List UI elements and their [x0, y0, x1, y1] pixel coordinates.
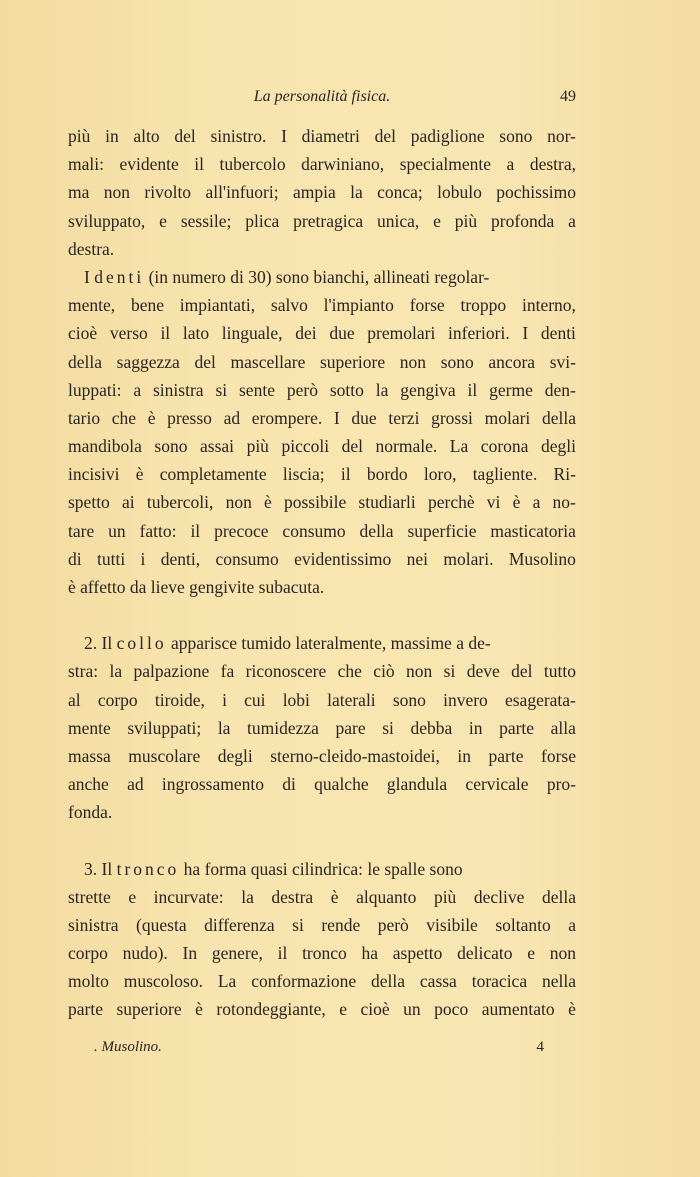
text-line: della saggezza del mascellare superiore non sono ancora svi-: [68, 351, 576, 372]
paragraph-trunk: [68, 855, 576, 1024]
text-line: corpo nudo). In genere, il tronco ha aspetto delicato e non: [68, 943, 576, 964]
page-number: 49: [560, 88, 576, 105]
section-gap: [68, 601, 576, 629]
running-title: La personalità fisica.: [253, 88, 391, 105]
text-line: di tutti i denti, consumo evidentissimo nei molari. Musolino: [68, 548, 576, 569]
text-line: massa muscolare degli sterno-cleido-mastoidei, in parte forse: [68, 745, 576, 766]
paragraph-neck: [68, 629, 576, 826]
text-line: 3. Il tronco ha forma quasi cilindrica: le spalle sono: [84, 858, 463, 879]
body-text: [68, 122, 576, 1024]
text-line: più in alto del sinistro. I diametri del padiglione sono nor-: [68, 126, 576, 146]
text-line: mali: evidente il tubercolo darwiniano, specialmente a destra,: [68, 154, 576, 175]
text-line: destra.: [68, 238, 115, 259]
text-line: fonda.: [68, 802, 113, 823]
spaced-term: tronco: [116, 858, 180, 879]
running-head: [68, 88, 576, 112]
text-line: sinistra (questa differenza si rende però visibile soltanto a: [68, 914, 576, 935]
text-line: tario che è presso ad erompere. I due terzi grossi molari della: [68, 407, 576, 428]
text-line: mandibola sono assai più piccoli del normale. La corona degli: [68, 436, 576, 457]
paragraph-teeth: [68, 263, 576, 601]
spaced-term: denti: [94, 266, 145, 287]
paragraph-lead: 2. Il: [84, 633, 113, 654]
text-line: 2. Il collo apparisce tumido lateralmente, massime a de-: [84, 633, 491, 654]
text-line: incisivi è completamente liscia; il bordo loro, tagliente. Ri-: [68, 464, 576, 485]
section-gap: [68, 827, 576, 855]
text-line: molto muscoloso. La conformazione della cassa toracica nella: [68, 971, 576, 992]
text-line: I denti (in numero di 30) sono bianchi, allineati regolar-: [84, 266, 490, 287]
text-line: spetto ai tubercoli, non è possibile studiarli perchè vi è a no-: [68, 492, 576, 513]
text-line: parte superiore è rotondeggiante, e cioè un poco aumentato è: [68, 999, 576, 1020]
text-line: al corpo tiroide, i cui lobi laterali sono invero esagerata-: [68, 689, 576, 710]
text-line: mente sviluppati; la tumidezza pare si debba in parte alla: [68, 717, 576, 738]
text-line: mente, bene impiantati, salvo l'impianto forse troppo interno,: [68, 295, 576, 316]
paragraph-lead: 3. Il: [84, 858, 113, 879]
text-line: ma non rivolto all'infuori; ampia la conca; lobulo pochissimo: [68, 182, 576, 203]
text-line: tare un fatto: il precoce consumo della superficie masticatoria: [68, 520, 576, 541]
text-line: stra: la palpazione fa riconoscere che ciò non si deve del tutto: [68, 661, 576, 682]
spaced-term: collo: [116, 633, 167, 654]
paragraph-lead: I: [84, 266, 90, 287]
text-line: luppati: a sinistra si sente però sotto la gengiva il germe den-: [68, 379, 576, 400]
paragraph-ear-continued: [68, 122, 576, 263]
text-line: sviluppato, e sessile; plica pretragica unica, e più profonda a: [68, 210, 576, 231]
page-footer: [94, 1039, 544, 1056]
sheet-number: 4: [536, 1039, 544, 1055]
text-line: anche ad ingrossamento di qualche glandula cervicale pro-: [68, 774, 576, 795]
text-line: cioè verso il lato linguale, dei due premolari inferiori. I denti: [68, 323, 576, 344]
text-line: è affetto da lieve gengivite subacuta.: [68, 577, 325, 597]
signature-mark: . Musolino.: [94, 1039, 162, 1055]
text-line: strette e incurvate: la destra è alquanto più declive della: [68, 886, 576, 907]
